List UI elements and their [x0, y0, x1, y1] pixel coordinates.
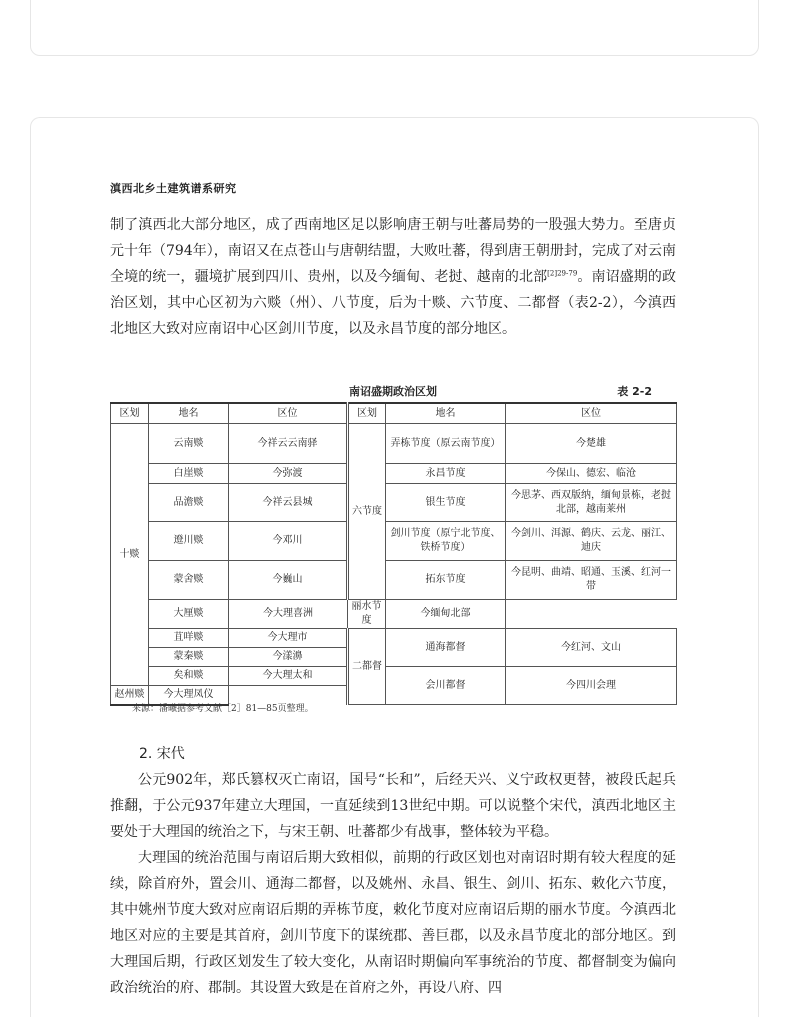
- place-cell: 蒙秦赕: [149, 648, 229, 667]
- location-cell: 今四川会理: [506, 667, 677, 705]
- header-cell: 区划: [348, 403, 386, 424]
- place-cell: 通海都督: [386, 629, 506, 667]
- place-cell: 会川都督: [386, 667, 506, 705]
- header-cell: 区位: [229, 403, 348, 424]
- header-cell: 地名: [149, 403, 229, 424]
- table-row: [111, 424, 677, 444]
- previous-page-card: [30, 0, 759, 56]
- table-row: [111, 600, 677, 629]
- table-header-row: [111, 403, 677, 424]
- place-cell: 蒙舍赕: [149, 561, 229, 600]
- location-cell: 今大理太和: [229, 667, 348, 686]
- place-cell: 拓东节度: [386, 561, 506, 600]
- location-cell: 今邓川: [229, 522, 348, 561]
- place-cell: 云南赕: [149, 424, 229, 464]
- table-row: [111, 667, 677, 686]
- location-cell: 今红河、文山: [506, 629, 677, 667]
- table-caption: [110, 381, 676, 399]
- location-cell: 今祥云云南驿: [229, 424, 348, 464]
- running-head: 滇西北乡土建筑谱系研究: [110, 182, 237, 195]
- table-source-note: 来源：潘曦据参考文献［2］81—85页整理。: [132, 704, 314, 714]
- table-row: [111, 629, 677, 648]
- location-cell: 今大理市: [229, 629, 348, 648]
- table-number: 表 2-2: [617, 385, 652, 398]
- location-cell: 今大理凤仪: [149, 686, 229, 705]
- place-cell: 弄栋节度（原云南节度）: [386, 424, 506, 464]
- location-cell: 今楚雄: [506, 424, 677, 464]
- location-cell: 今漾濞: [229, 648, 348, 667]
- header-cell: 区位: [506, 403, 677, 424]
- section-heading: 2. 宋代: [139, 746, 185, 762]
- location-cell: 今大理喜洲: [229, 600, 348, 629]
- table-row: [111, 484, 677, 522]
- group-cell-shi-dan: 十赕: [111, 424, 149, 686]
- table-row: [111, 464, 677, 484]
- place-cell: 邆川赕: [149, 522, 229, 561]
- header-cell: 地名: [386, 403, 506, 424]
- place-cell: 剑川节度（原宁北节度、铁桥节度）: [386, 522, 506, 561]
- location-cell: 今剑川、洱源、鹤庆、云龙、丽江、迪庆: [506, 522, 677, 561]
- table-title: 南诏盛期政治区划: [349, 385, 437, 398]
- place-cell: 银生节度: [386, 484, 506, 522]
- location-cell: 今弥渡: [229, 464, 348, 484]
- paragraph-1: [110, 212, 676, 342]
- table-row: [111, 522, 677, 561]
- place-cell: 大厘赕: [149, 600, 229, 629]
- header-cell: 区划: [111, 403, 149, 424]
- location-cell: 今缅甸北部: [386, 600, 506, 629]
- place-cell: 赵州赕: [111, 686, 149, 705]
- place-cell: 白崖赕: [149, 464, 229, 484]
- location-cell: 今昆明、曲靖、昭通、玉溪、红河一带: [506, 561, 677, 600]
- place-cell: 矣和赕: [149, 667, 229, 686]
- table-row: [111, 561, 677, 600]
- location-cell: 今祥云县城: [229, 484, 348, 522]
- group-cell-liu-jiedu: 六节度: [348, 424, 386, 600]
- group-cell-er-dudu: 二都督: [348, 629, 386, 705]
- place-cell: 丽水节度: [348, 600, 386, 629]
- paragraph-1-text-a: 制了滇西北大部分地区，成了西南地区足以影响唐王朝与吐蕃局势的一股强大势力。至唐贞元十年（794年），南诏又在点苍山与唐朝结盟，大败吐蕃，得到唐王朝册封，完成了对云南全境的统一，疆境扩展到四川、贵州，以及今缅甸、老挝、越南的北部: [110, 217, 676, 285]
- place-cell: 品澹赕: [149, 484, 229, 522]
- region-table: [110, 402, 677, 706]
- location-cell: 今保山、德宏、临沧: [506, 464, 677, 484]
- location-cell: 今巍山: [229, 561, 348, 600]
- place-cell: 苴咩赕: [149, 629, 229, 648]
- citation-ref: [2]29-79: [547, 269, 578, 278]
- paragraph-1-text-b: 。南诏盛期的政治区划，其中心区初为六赕（州）、八节度，后为十赕、六节度、二都督（表2-2），今滇西北地区大致对应南诏中心区剑川节度，以及永昌节度的部分地区。: [110, 269, 676, 337]
- paragraph-2: 公元902年，郑氏篡权灭亡南诏，国号“长和”，后经天兴、义宁政权更替，被段氏起兵推翻，于公元937年建立大理国，一直延续到13世纪中期。可以说整个宋代，滇西北地区主要处于大理国的统治之下，与宋王朝、吐蕃都少有战事，整体较为平稳。: [110, 772, 676, 840]
- place-cell: 永昌节度: [386, 464, 506, 484]
- paragraph-3: 大理国的统治范围与南诏后期大致相似，前期的行政区划也对南诏时期有较大程度的延续，除首府外，置会川、通海二都督，以及姚州、永昌、银生、剑川、拓东、敕化六节度，其中姚州节度大致对应南诏后期的弄栋节度，敕化节度对应南诏后期的丽水节度。今滇西北地区对应的主要是其首府，剑川节度下的谋统郡、善巨郡，以及永昌节度北的部分地区。到大理国后期，行政区划发生了较大变化，从南诏时期偏向军事统治的节度、都督制变为偏向政治统治的府、郡制。其设置大致是在首府之外，再设八府、四: [110, 850, 676, 996]
- location-cell: 今思茅、西双版纳，缅甸景栋，老挝北部，越南莱州: [506, 484, 677, 522]
